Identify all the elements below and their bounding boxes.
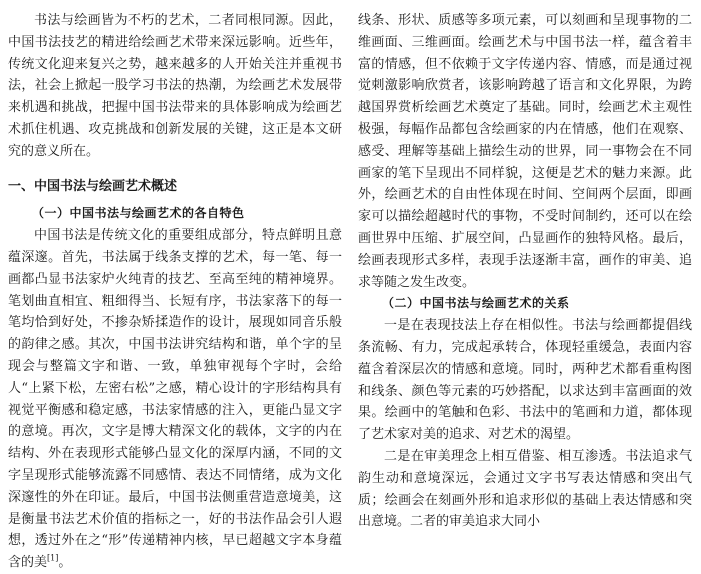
subsection-heading-characteristics: （一）中国书法与绘画艺术的各自特色 (32, 206, 245, 221)
citation-ref[interactable]: [1] (47, 553, 59, 563)
calligraphy-paragraph-end: 。 (58, 555, 72, 571)
calligraphy-paragraph-text: 中国书法是传统文化的重要组成部分，特点鲜明且意蕴深邃。首先，书法属于线条支撑的艺术，每一笔、每一画都凸显书法家炉火纯青的技艺、至高至纯的精神境界。笔划曲直相宜、粗细得当、长短有序，书法家落下的每一笔均恰到好处，不掺杂矫揉造作的设计，展现如同音乐般的韵律之感。其次，中国书法讲究结构和谐，单个字的呈现会与整篇文字和谐、一致，单独审视每个字时，会给人“上紧下松，左密右松”之感，精心设计的字形结构具有视觉平衡感和稳定感，书法家情感的注入，更能凸显文字的意境。再次，文字是博大精深文化的载体，文字的内在结构、外在表现形式能够凸显文化的深厚内涵，不同的文字呈现形式能够流露不同感情、表达不同情绪，成为文化深邃性的外在印证。最后，中国书法侧重营造意境美，这是衡量书法艺术价值的指标之一，好的书法作品会引人遐想，透过外在之“形”传递精神内核，早已超越文字本身蕴含的美 (8, 228, 342, 571)
right-column (358, 10, 692, 533)
technique-paragraph: 一是在表现技法上存在相似性。书法与绘画都提倡线条流畅、有力，完成起承转合，体现轻重缓急，表面内容蕴含着深层次的情感和意境。同时，两种艺术都看重构图和线条、颜色等元素的巧妙搭配，以求达到丰富画面的效果。绘画中的笔触和色彩、书法中的笔画和力道，都体现了艺术家对美的追求、对艺术的渴望。 (358, 318, 692, 443)
left-column (8, 10, 342, 574)
aesthetic-paragraph: 二是在审美理念上相互借鉴、相互渗透。书法追求气韵生动和意境深远，会通过文字书写表达情感和突出气质；绘画会在刻画外形和追求形似的基础上表达情感和突出意境。二者的审美追求大同小 (358, 448, 692, 530)
painting-paragraph: 线条、形状、质感等多项元素，可以刻画和呈现事物的二维画面、三维画面。绘画艺术与中国书法一样，蕴含着丰富的情感，但不依赖于文字传递内容、情感，而是通过视觉刺激影响欣赏者，该影响跨越了语言和文化界限，为跨越国界赏析绘画艺术奠定了基础。同时，绘画艺术主观性极强，每幅作品都包含绘画家的内在情感，他们在观察、感受、理解等基础上描绘生动的世界，同一事物会在不同画家的笔下呈现出不同样貌，这便是艺术的魅力来源。此外，绘画艺术的自由性体现在时间、空间两个层面，即画家可以描绘超越时代的事物，不受时间制约，还可以在绘画世界中压缩、扩展空间，凸显画作的独特风格。最后，绘画表现形式多样，表现手法逐渐丰富，画作的审美、追求等随之发生改变。 (358, 13, 692, 290)
subsection-heading-relationship: （二）中国书法与绘画艺术的关系 (382, 296, 570, 311)
intro-paragraph: 书法与绘画皆为不朽的艺术，二者同根同源。因此，中国书法技艺的精进给绘画艺术带来深远影响。近些年，传统文化迎来复兴之势，越来越多的人开始关注并重视书法，社会上掀起一股学习书法的热潮，为绘画艺术发展带来机遇和挑战，把握中国书法带来的具体影响成为绘画艺术抓住机遇、攻克挑战和创新发展的关键，这正是本文研究的意义所在。 (8, 13, 342, 159)
section-heading-overview: 一、中国书法与绘画艺术概述 (8, 178, 178, 194)
calligraphy-paragraph (8, 225, 342, 574)
